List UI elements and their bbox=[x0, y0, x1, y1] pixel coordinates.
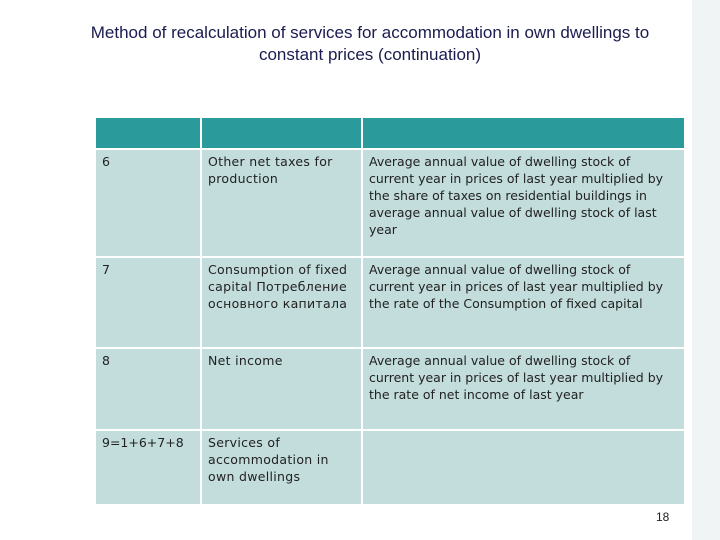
indicator-name-cell: Net income bbox=[201, 348, 362, 430]
table-row bbox=[95, 257, 685, 348]
indicator-name-cell: Other net taxes for production bbox=[201, 149, 362, 257]
table-row bbox=[95, 348, 685, 430]
indicator-name-cell: Services of accommodation in own dwellings bbox=[201, 430, 362, 505]
row-number-cell: 9=1+6+7+8 bbox=[95, 430, 201, 505]
table-header-row bbox=[95, 117, 685, 149]
header-cell bbox=[362, 117, 685, 149]
header-cell bbox=[201, 117, 362, 149]
header-cell bbox=[95, 117, 201, 149]
table-row bbox=[95, 430, 685, 505]
row-number-cell: 6 bbox=[95, 149, 201, 257]
method-table bbox=[94, 116, 686, 506]
indicator-name-cell: Consumption of fixed capital Потребление основного капитала bbox=[201, 257, 362, 348]
row-number-cell: 8 bbox=[95, 348, 201, 430]
method-description-cell: Average annual value of dwelling stock of current year in prices of last year multiplied by the rate of net income of last year bbox=[362, 348, 685, 430]
page-title: Method of recalculation of services for accommodation in own dwellings to constant prices (continuation) bbox=[90, 23, 650, 64]
method-description-cell: Average annual value of dwelling stock of current year in prices of last year multiplied by the rate of the Consumption of fixed capital bbox=[362, 257, 685, 348]
decorative-side-stripe bbox=[692, 0, 720, 540]
method-description-cell: Average annual value of dwelling stock of current year in prices of last year multiplied by the share of taxes on residential buildings in average annual value of dwelling stock of last year bbox=[362, 149, 685, 257]
row-number-cell: 7 bbox=[95, 257, 201, 348]
method-description-cell bbox=[362, 430, 685, 505]
page-number: 18 bbox=[656, 510, 670, 524]
table-row bbox=[95, 149, 685, 257]
